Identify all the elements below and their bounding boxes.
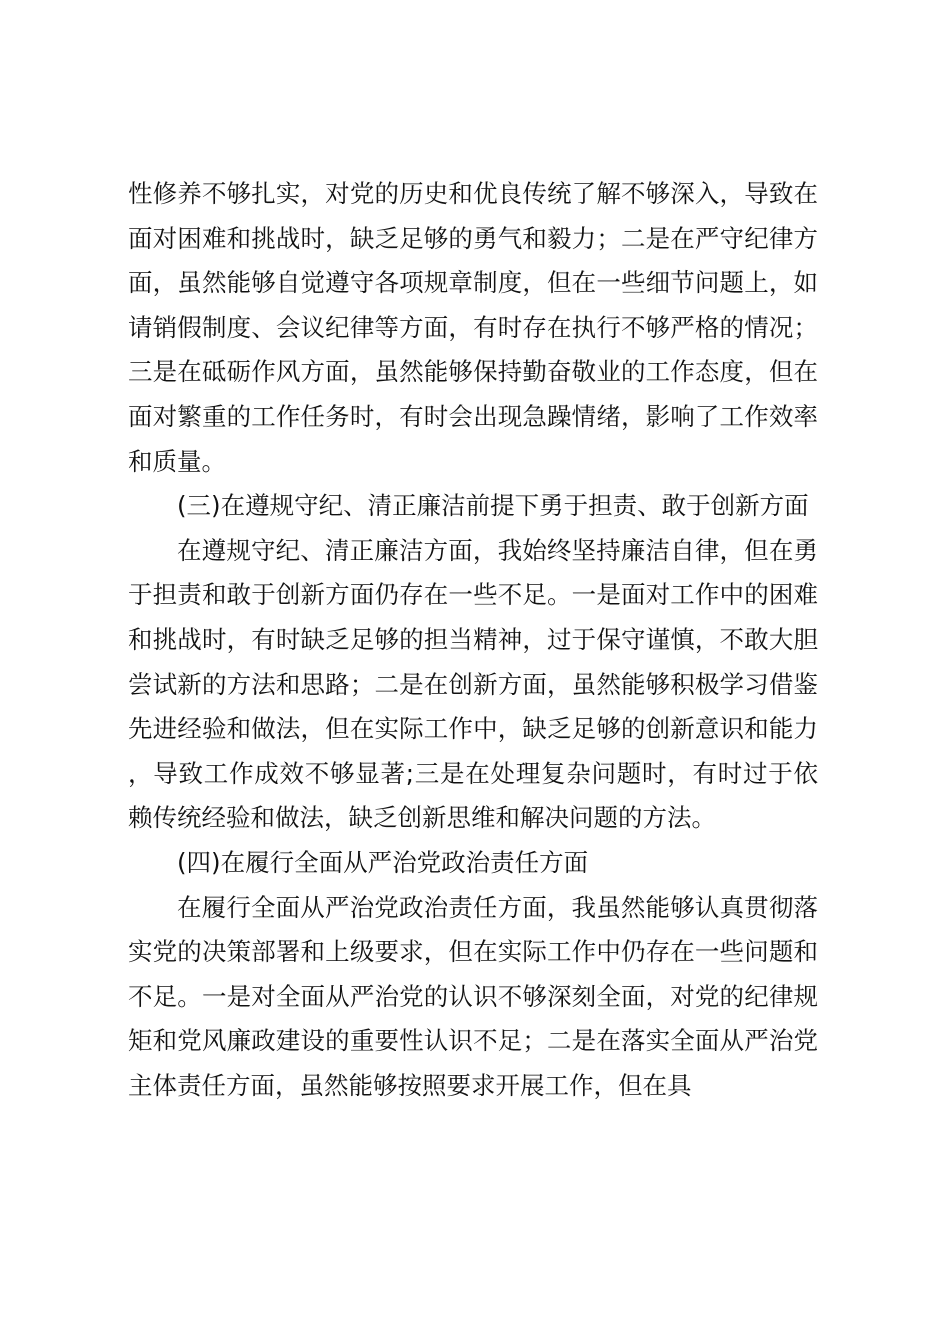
body-paragraph-continued: 性修养不够扎实，对党的历史和优良传统了解不够深入，导致在面对困难和挑战时，缺乏足够的勇气和毅力；二是在严守纪律方面，虽然能够自觉遵守各项规章制度，但在一些细节问题上，如请销假制度、会议纪律等方面，有时存在执行不够严格的情况；三是在砥砺作风方面，虽然能够保持勤奋敬业的工作态度，但在面对繁重的工作任务时，有时会出现急躁情绪，影响了工作效率和质量。 <box>128 179 818 476</box>
body-paragraph-4: 在履行全面从严治党政治责任方面，我虽然能够认真贯彻落实党的决策部署和上级要求，但在实际工作中仍存在一些问题和不足。一是对全面从严治党的认识不够深刻全面，对党的纪律规矩和党风廉政建设的重要性认识不足；二是在落实全面从严治党主体责任方面，虽然能够按照要求开展工作，但在具 <box>128 892 818 1100</box>
section-heading-4: (四)在履行全面从严治党政治责任方面 <box>177 847 589 877</box>
document-body <box>128 172 818 1108</box>
body-paragraph-3: 在遵规守纪、清正廉洁方面，我始终坚持廉洁自律，但在勇于担责和敢于创新方面仍存在一些不足。一是面对工作中的困难和挑战时，有时缺乏足够的担当精神，过于保守谨慎，不敢大胆尝试新的方法和思路；二是在创新方面，虽然能够积极学习借鉴先进经验和做法，但在实际工作中，缺乏足够的创新意识和能力，导致工作成效不够显著;三是在处理复杂问题时，有时过于依赖传统经验和做法，缺乏创新思维和解决问题的方法。 <box>128 535 818 833</box>
section-heading-3: (三)在遵规守纪、清正廉洁前提下勇于担责、敢于创新方面 <box>177 491 809 521</box>
